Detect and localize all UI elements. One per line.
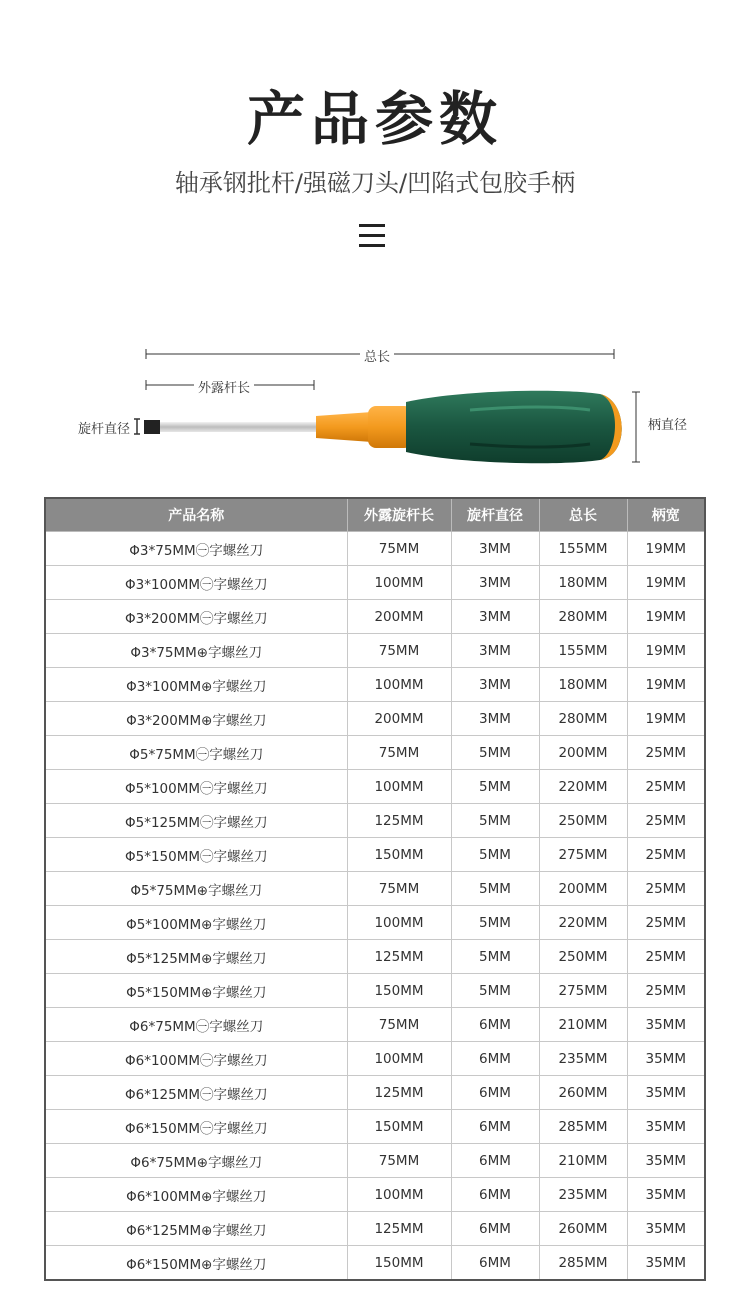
shaft-diameter-cell: 3MM	[451, 634, 539, 668]
total-length-cell: 180MM	[539, 668, 627, 702]
product-name-cell: Φ6*150MM㊀字螺丝刀	[45, 1110, 347, 1144]
shaft-diameter-cell: 5MM	[451, 974, 539, 1008]
exposed-length-cell: 200MM	[347, 702, 451, 736]
screwdriver-shaft	[150, 422, 320, 432]
product-name-cell: Φ5*75MM⊕字螺丝刀	[45, 872, 347, 906]
handle-width-cell: 25MM	[627, 770, 705, 804]
table-body	[45, 532, 705, 1281]
page-subtitle: 轴承钢批杆/强磁刀头/凹陷式包胶手柄	[174, 169, 576, 197]
total-length-cell: 155MM	[539, 634, 627, 668]
product-name-cell: Φ3*200MM㊀字螺丝刀	[45, 600, 347, 634]
product-name-cell: Φ6*75MM㊀字螺丝刀	[45, 1008, 347, 1042]
table-row	[45, 1178, 705, 1212]
total-length-cell: 275MM	[539, 974, 627, 1008]
handle-width-cell: 25MM	[627, 872, 705, 906]
product-name-cell: Φ3*100MM㊀字螺丝刀	[45, 566, 347, 600]
exposed-length-label: 外露杆长	[194, 377, 254, 396]
shaft-diameter-cell: 6MM	[451, 1008, 539, 1042]
shaft-diameter-cell: 3MM	[451, 702, 539, 736]
exposed-length-cell: 100MM	[347, 1042, 451, 1076]
table-row	[45, 770, 705, 804]
product-name-cell: Φ5*100MM⊕字螺丝刀	[45, 906, 347, 940]
header-shaft-diameter: 旋杆直径	[451, 498, 539, 532]
exposed-length-cell: 100MM	[347, 566, 451, 600]
product-name-cell: Φ3*100MM⊕字螺丝刀	[45, 668, 347, 702]
shaft-diameter-cell: 5MM	[451, 838, 539, 872]
shaft-diameter-cell: 3MM	[451, 668, 539, 702]
table-row	[45, 906, 705, 940]
exposed-length-cell: 200MM	[347, 600, 451, 634]
exposed-length-cell: 100MM	[347, 906, 451, 940]
exposed-length-cell: 150MM	[347, 1246, 451, 1281]
table-row	[45, 736, 705, 770]
product-name-cell: Φ6*100MM⊕字螺丝刀	[45, 1178, 347, 1212]
handle-diameter-label: 柄直径	[648, 414, 687, 433]
handle-width-cell: 25MM	[627, 736, 705, 770]
shaft-diameter-cell: 5MM	[451, 736, 539, 770]
product-name-cell: Φ5*100MM㊀字螺丝刀	[45, 770, 347, 804]
shaft-diameter-cell: 3MM	[451, 600, 539, 634]
shaft-diameter-cell: 6MM	[451, 1144, 539, 1178]
total-length-cell: 280MM	[539, 702, 627, 736]
total-length-cell: 220MM	[539, 770, 627, 804]
menu-icon	[359, 224, 385, 246]
header-exposed-length: 外露旋杆长	[347, 498, 451, 532]
total-length-cell: 235MM	[539, 1042, 627, 1076]
exposed-length-cell: 75MM	[347, 736, 451, 770]
total-length-cell: 155MM	[539, 532, 627, 566]
product-name-cell: Φ3*75MM⊕字螺丝刀	[45, 634, 347, 668]
header-product-name: 产品名称	[45, 498, 347, 532]
table-row	[45, 974, 705, 1008]
exposed-length-cell: 100MM	[347, 1178, 451, 1212]
handle-width-cell: 25MM	[627, 906, 705, 940]
shaft-diameter-cell: 5MM	[451, 906, 539, 940]
exposed-length-cell: 150MM	[347, 838, 451, 872]
total-length-cell: 200MM	[539, 872, 627, 906]
spec-table-container	[44, 497, 704, 1281]
table-row	[45, 838, 705, 872]
total-length-cell: 180MM	[539, 566, 627, 600]
handle-width-cell: 35MM	[627, 1008, 705, 1042]
product-name-cell: Φ5*125MM⊕字螺丝刀	[45, 940, 347, 974]
handle-width-cell: 35MM	[627, 1212, 705, 1246]
handle-width-cell: 19MM	[627, 668, 705, 702]
table-row	[45, 804, 705, 838]
handle-width-cell: 19MM	[627, 600, 705, 634]
table-row	[45, 1144, 705, 1178]
shaft-diameter-cell: 3MM	[451, 566, 539, 600]
handle-width-cell: 35MM	[627, 1178, 705, 1212]
shaft-diameter-cell: 6MM	[451, 1110, 539, 1144]
handle-width-cell: 19MM	[627, 566, 705, 600]
exposed-length-cell: 75MM	[347, 872, 451, 906]
table-row	[45, 1246, 705, 1281]
table-row	[45, 1110, 705, 1144]
total-length-cell: 250MM	[539, 804, 627, 838]
total-length-cell: 260MM	[539, 1212, 627, 1246]
total-length-cell: 250MM	[539, 940, 627, 974]
table-row	[45, 600, 705, 634]
exposed-length-cell: 125MM	[347, 1212, 451, 1246]
exposed-length-cell: 125MM	[347, 804, 451, 838]
table-row	[45, 668, 705, 702]
handle-width-cell: 35MM	[627, 1076, 705, 1110]
exposed-length-cell: 125MM	[347, 1076, 451, 1110]
total-length-cell: 220MM	[539, 906, 627, 940]
screwdriver-handle	[406, 391, 622, 464]
shaft-diameter-label: 旋杆直径	[78, 418, 130, 437]
exposed-length-cell: 75MM	[347, 1008, 451, 1042]
handle-width-cell: 19MM	[627, 634, 705, 668]
handle-width-cell: 25MM	[627, 940, 705, 974]
shaft-diameter-cell: 5MM	[451, 770, 539, 804]
screwdriver-tip	[144, 420, 160, 434]
handle-width-cell: 35MM	[627, 1246, 705, 1281]
table-row	[45, 1212, 705, 1246]
table-row	[45, 1008, 705, 1042]
table-row	[45, 1042, 705, 1076]
shaft-diameter-cell: 5MM	[451, 940, 539, 974]
header-total-length: 总长	[539, 498, 627, 532]
product-name-cell: Φ3*75MM㊀字螺丝刀	[45, 532, 347, 566]
table-row	[45, 566, 705, 600]
total-length-cell: 275MM	[539, 838, 627, 872]
table-row	[45, 532, 705, 566]
total-length-cell: 260MM	[539, 1076, 627, 1110]
product-name-cell: Φ6*100MM㊀字螺丝刀	[45, 1042, 347, 1076]
handle-width-cell: 25MM	[627, 974, 705, 1008]
shaft-diameter-cell: 6MM	[451, 1246, 539, 1281]
handle-width-cell: 25MM	[627, 804, 705, 838]
product-name-cell: Φ5*150MM㊀字螺丝刀	[45, 838, 347, 872]
shaft-diameter-cell: 5MM	[451, 872, 539, 906]
handle-width-cell: 35MM	[627, 1042, 705, 1076]
spec-table	[44, 497, 706, 1281]
total-length-cell: 210MM	[539, 1144, 627, 1178]
exposed-length-cell: 125MM	[347, 940, 451, 974]
handle-width-cell: 35MM	[627, 1144, 705, 1178]
table-row	[45, 702, 705, 736]
table-header-row	[45, 498, 705, 532]
screwdriver-diagram	[0, 330, 750, 480]
total-length-cell: 280MM	[539, 600, 627, 634]
handle-width-cell: 19MM	[627, 532, 705, 566]
exposed-length-cell: 75MM	[347, 1144, 451, 1178]
exposed-length-cell: 150MM	[347, 974, 451, 1008]
total-length-cell: 235MM	[539, 1178, 627, 1212]
shaft-diameter-cell: 3MM	[451, 532, 539, 566]
shaft-diameter-cell: 6MM	[451, 1178, 539, 1212]
exposed-length-cell: 150MM	[347, 1110, 451, 1144]
shaft-diameter-cell: 6MM	[451, 1076, 539, 1110]
table-row	[45, 872, 705, 906]
shaft-diameter-cell: 6MM	[451, 1042, 539, 1076]
total-length-cell: 285MM	[539, 1246, 627, 1281]
exposed-length-cell: 75MM	[347, 532, 451, 566]
table-row	[45, 940, 705, 974]
product-name-cell: Φ5*75MM㊀字螺丝刀	[45, 736, 347, 770]
screwdriver-collar	[316, 412, 372, 442]
total-length-cell: 210MM	[539, 1008, 627, 1042]
handle-width-cell: 35MM	[627, 1110, 705, 1144]
handle-width-cell: 19MM	[627, 702, 705, 736]
product-name-cell: Φ6*75MM⊕字螺丝刀	[45, 1144, 347, 1178]
table-row	[45, 1076, 705, 1110]
total-length-cell: 200MM	[539, 736, 627, 770]
handle-width-cell: 25MM	[627, 838, 705, 872]
exposed-length-cell: 75MM	[347, 634, 451, 668]
product-name-cell: Φ6*125MM㊀字螺丝刀	[45, 1076, 347, 1110]
exposed-length-cell: 100MM	[347, 668, 451, 702]
shaft-diameter-cell: 6MM	[451, 1212, 539, 1246]
exposed-length-cell: 100MM	[347, 770, 451, 804]
product-name-cell: Φ5*125MM㊀字螺丝刀	[45, 804, 347, 838]
product-name-cell: Φ6*150MM⊕字螺丝刀	[45, 1246, 347, 1281]
total-length-cell: 285MM	[539, 1110, 627, 1144]
shaft-diameter-cell: 5MM	[451, 804, 539, 838]
product-name-cell: Φ3*200MM⊕字螺丝刀	[45, 702, 347, 736]
header-handle-width: 柄宽	[627, 498, 705, 532]
product-name-cell: Φ6*125MM⊕字螺丝刀	[45, 1212, 347, 1246]
page-title: 产品参数	[246, 85, 503, 153]
total-length-label: 总长	[360, 346, 394, 365]
product-name-cell: Φ5*150MM⊕字螺丝刀	[45, 974, 347, 1008]
table-row	[45, 634, 705, 668]
